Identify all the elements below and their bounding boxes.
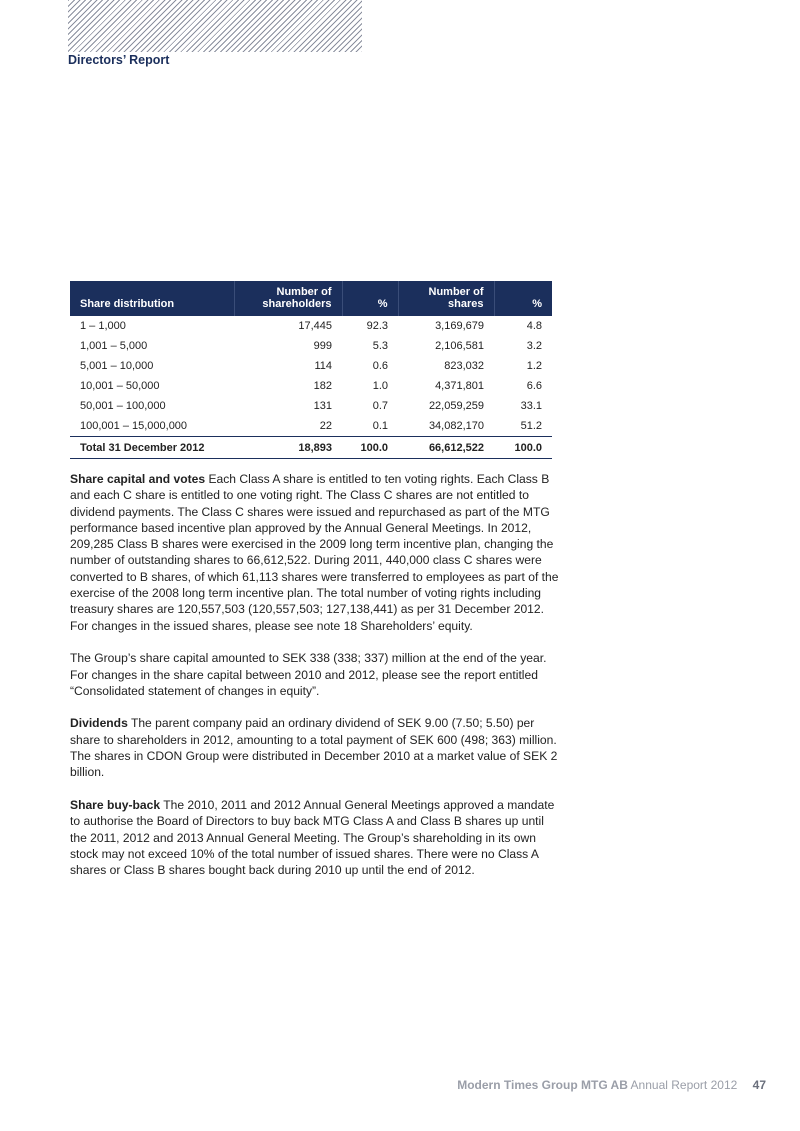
cell-range: 1 – 1,000	[80, 320, 126, 332]
cell-shares: 823,032	[444, 360, 484, 372]
paragraph-share-capital-amount	[70, 650, 560, 699]
cell-range: 5,001 – 10,000	[80, 360, 154, 372]
footer-company: Modern Times Group MTG AB	[457, 1078, 628, 1092]
table-row	[70, 416, 552, 437]
cell-shareholders-percent: 92.3	[366, 320, 388, 332]
cell-total-shares-percent: 100.0	[494, 437, 552, 459]
cell-range: 50,001 – 100,000	[80, 400, 166, 412]
body-text	[70, 471, 560, 895]
cell-shares: 2,106,581	[435, 340, 484, 352]
header-share-distribution: Share distribution	[70, 281, 234, 316]
paragraph-share-capital-and-votes	[70, 471, 560, 634]
table-row	[70, 396, 552, 416]
decorative-hatch-pattern	[68, 0, 362, 52]
header-number-of-shareholders: Number of shareholders	[234, 281, 342, 316]
cell-shares-percent: 1.2	[526, 360, 542, 372]
cell-shareholders-percent: 1.0	[372, 380, 388, 392]
cell-total-shares: 66,612,522	[398, 437, 494, 459]
cell-range: 1,001 – 5,000	[80, 340, 148, 352]
table-row	[70, 316, 552, 336]
cell-shares-percent: 4.8	[526, 320, 542, 332]
paragraph-lead: Share buy-back	[70, 797, 161, 812]
cell-shares-percent: 33.1	[520, 400, 542, 412]
table-header-row	[70, 281, 552, 316]
cell-range: 100,001 – 15,000,000	[80, 420, 188, 432]
share-distribution-table	[70, 281, 552, 459]
paragraph-lead: Share capital and votes	[70, 472, 206, 486]
paragraph-body: The parent company paid an ordinary dividend of SEK 9.00 (7.50; 5.50) per share to shareholders in 2012, amounting to a total payment of SEK 600 (498; 363) million. The shares in CDON Group were distributed in December 2010 at a market value of SEK 2 billion.	[70, 716, 558, 780]
cell-shareholders-percent: 0.7	[372, 400, 388, 412]
header-shares-percent: %	[494, 281, 552, 316]
cell-shares: 34,082,170	[428, 420, 484, 432]
cell-shares: 22,059,259	[428, 400, 484, 412]
cell-shareholders: 999	[313, 340, 332, 352]
cell-shareholders: 114	[314, 360, 332, 372]
cell-shareholders: 22	[319, 420, 332, 432]
cell-shareholders-percent: 0.6	[372, 360, 388, 372]
cell-shares-percent: 6.6	[526, 380, 542, 392]
cell-total-shareholders-percent: 100.0	[342, 437, 398, 459]
table-row	[70, 336, 552, 356]
footer-report: Annual Report 2012	[630, 1078, 738, 1092]
page-number: 47	[752, 1078, 766, 1092]
table-row	[70, 356, 552, 376]
paragraph-body: The Group’s share capital amounted to SEK 338 (338; 337) million at the end of the year. For changes in the share capital between 2010 and 2012, please see the report entitled “Consolidated statement of changes in equity”.	[70, 651, 547, 698]
cell-shares: 4,371,801	[435, 380, 484, 392]
cell-total-shareholders: 18,893	[234, 437, 342, 459]
paragraph-share-buy-back	[70, 797, 560, 878]
table-row	[70, 376, 552, 396]
paragraph-lead: Dividends	[70, 716, 128, 731]
cell-shares-percent: 3.2	[526, 340, 542, 352]
cell-total-label: Total 31 December 2012	[70, 437, 234, 459]
cell-shares-percent: 51.2	[520, 420, 542, 432]
cell-shareholders: 17,445	[298, 320, 332, 332]
cell-range: 10,001 – 50,000	[80, 380, 160, 392]
cell-shares: 3,169,679	[435, 320, 484, 332]
cell-shareholders: 131	[313, 400, 332, 412]
header-shareholders-percent: %	[342, 281, 398, 316]
section-title: Directors’ Report	[68, 53, 170, 67]
page-footer	[457, 1078, 766, 1092]
cell-shareholders: 182	[313, 380, 332, 392]
header-number-of-shares: Number of shares	[398, 281, 494, 316]
table-total-row	[70, 437, 552, 459]
paragraph-body: Each Class A share is entitled to ten voting rights. Each Class B and each C share is entitled to one voting right. The Class C shares are not entitled to dividend payments. The Class C shares were issued and repurchased as part of the MTG performance based incentive plan approved by the Annual General Meetings. In 2012, 209,285 Class B shares were exercised in the 2009 long term incentive plan, changing the number of outstanding shares to 66,612,522. During 2011, 440,000 class C shares were converted to B shares, of which 61,113 shares were transferred to employees as part of the exercise of the 2008 long term incentive plan. The total number of voting rights including treasury shares are 120,557,503 (120,557,503; 127,138,441) as per 31 December 2012. For changes in the issued shares, please see note 18 Shareholders’ equity.	[70, 472, 559, 633]
cell-shareholders-percent: 5.3	[372, 340, 388, 352]
paragraph-body: The 2010, 2011 and 2012 Annual General Meetings approved a mandate to authorise the Board of Directors to buy back MTG Class A and Class B shares up until the 2011, 2012 and 2013 Annual General Meeting. The Group’s shareholding in its own stock may not exceed 10% of the total number of issued shares. There were no Class A shares or Class B shares bought back during 2010 up until the end of 2012.	[70, 797, 555, 878]
cell-shareholders-percent: 0.1	[372, 420, 388, 432]
paragraph-dividends	[70, 715, 560, 780]
